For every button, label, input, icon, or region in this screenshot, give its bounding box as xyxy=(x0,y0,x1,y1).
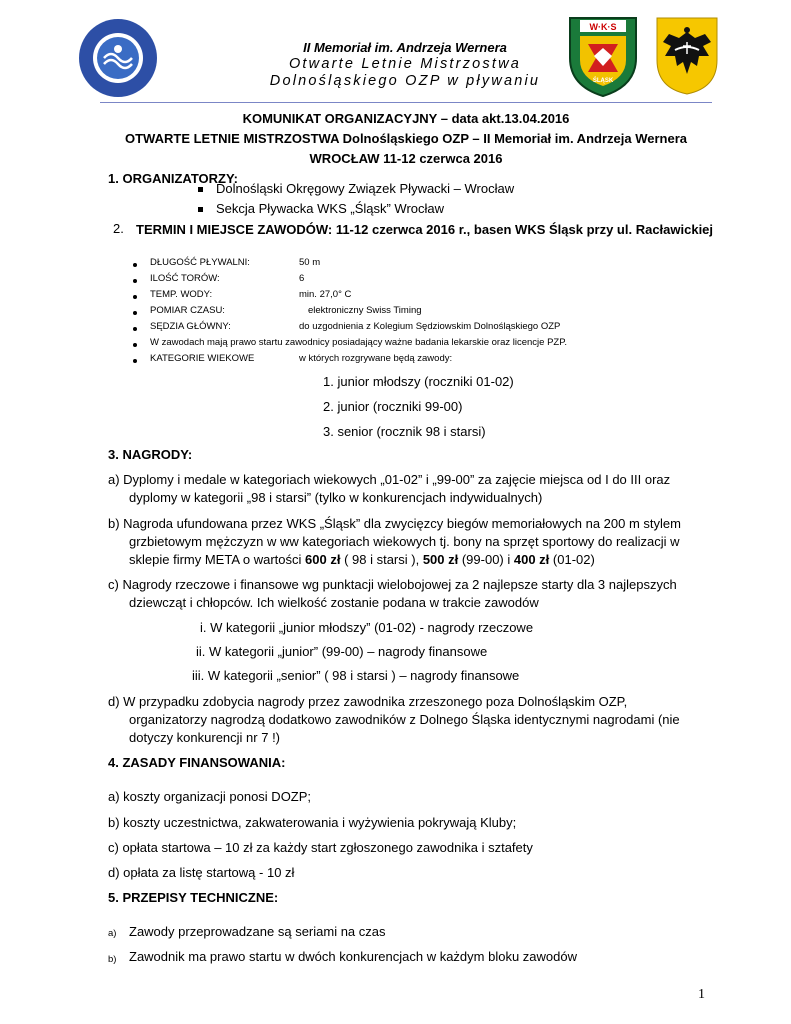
finance-b: b) koszty uczestnictwa, zakwaterowania i wyżywienia pokrywają Kluby; xyxy=(108,815,517,830)
prize-d-line2: organizatorzy nagrodzą dodatkowo zawodników z Dolnego Śląska identycznymi nagrodami (nie xyxy=(129,712,680,727)
prize-c-sub-iii: iii. W kategorii „senior” ( 98 i starsi ) – nagrody finansowe xyxy=(192,668,520,683)
prize-b-line3: sklepie firmy META o wartości 600 zł ( 98 i starsi ), 500 zł (99-00) i 400 zł (01-02) xyxy=(129,552,595,567)
header-line-2: Otwarte Letnie Mistrzostwa xyxy=(288,56,522,72)
info-label: SĘDZIA GŁÓWNY: xyxy=(150,321,231,332)
rule-a: Zawody przeprowadzane są seriami na czas xyxy=(129,924,386,939)
info-label: ILOŚĆ TORÓW: xyxy=(150,273,220,284)
crest-slask-text: ŚLĄSK xyxy=(592,78,614,84)
info-value: min. 27,0° C xyxy=(299,289,352,300)
lower-silesia-coat-of-arms xyxy=(655,16,719,96)
finance-a: a) koszty organizacji ponosi DOZP; xyxy=(108,789,312,804)
rule-b-mark: b) xyxy=(108,954,117,965)
age-category: 1. junior młodszy (roczniki 01-02) xyxy=(323,374,514,389)
prize-c-sub-ii: ii. W kategorii „junior” (99-00) – nagrody finansowe xyxy=(196,644,488,659)
bullet-icon xyxy=(198,187,203,192)
info-note: W zawodach mają prawo startu zawodnicy posiadający ważne badania lekarskie oraz licencje PZP. xyxy=(150,337,567,348)
header-divider xyxy=(100,102,712,103)
info-value: elektroniczny Swiss Timing xyxy=(308,305,422,316)
prize-c-line2: dziewcząt i chłopców. Ich wielkość zostanie podana w trakcie zawodów xyxy=(129,595,539,610)
bullet-icon xyxy=(133,343,137,347)
finance-d: d) opłata za listę startową - 10 zł xyxy=(108,865,295,880)
prize-a-line1: a) Dyplomy i medale w kategoriach wiekowych „01-02” i „99-00” za zajęcie miejsca od I do III oraz xyxy=(108,472,671,487)
bullet-icon xyxy=(133,263,137,267)
organizer-item: Dolnośląski Okręgowy Związek Pływacki – Wrocław xyxy=(216,181,515,196)
finance-c: c) opłata startowa – 10 zł za każdy start zgłoszonego zawodnika i sztafety xyxy=(108,840,533,855)
info-label: KATEGORIE WIEKOWE xyxy=(150,353,255,364)
wks-slask-crest xyxy=(566,14,640,98)
info-label: DŁUGOŚĆ PŁYWALNI: xyxy=(150,257,250,268)
dozp-logo xyxy=(78,18,158,98)
bullet-icon xyxy=(133,359,137,363)
info-value: 50 m xyxy=(299,257,321,268)
bullet-icon xyxy=(198,207,203,212)
info-value: do uzgodnienia z Kolegium Sędziowskim Dolnośląskiego OZP xyxy=(299,321,561,332)
doc-title: KOMUNIKAT ORGANIZACYJNY – data akt.13.04.2016 xyxy=(242,111,570,126)
page-number: 1 xyxy=(698,987,705,1002)
header-line-1: II Memoriał im. Andrzeja Wernera xyxy=(303,40,507,55)
section-4-heading: 4. ZASADY FINANSOWANIA: xyxy=(108,755,286,770)
prize-a-line2: dyplomy w kategorii „98 i starsi” (tylko w konkurencjach indywidualnych) xyxy=(129,490,543,505)
section-3-heading: 3. NAGRODY: xyxy=(108,447,193,462)
info-label: TEMP. WODY: xyxy=(150,289,213,300)
rule-b: Zawodnik ma prawo startu w dwóch konkurencjach w każdym bloku zawodów xyxy=(129,949,577,964)
prize-value: 400 zł xyxy=(513,552,550,567)
prize-b-line2: grzbietowym mężczyzn w ww kategoriach wiekowych tj. bony na sprzęt sportowy do realizacji w xyxy=(129,534,680,549)
organizer-item: Sekcja Pływacka WKS „Śląsk” Wrocław xyxy=(216,201,445,216)
prize-d-line3: dotyczy konkurencji nr 7 !) xyxy=(129,730,281,745)
section-2-number: 2. xyxy=(113,221,124,236)
bullet-icon xyxy=(133,327,137,331)
info-label: POMIAR CZASU: xyxy=(150,305,225,316)
section-5-heading: 5. PRZEPISY TECHNICZNE: xyxy=(108,890,279,905)
bullet-icon xyxy=(133,279,137,283)
info-value: w których rozgrywane będą zawody: xyxy=(299,353,453,364)
age-category: 2. junior (roczniki 99-00) xyxy=(323,399,463,414)
prize-d-line1: d) W przypadku zdobycia nagrody przez zawodnika zrzeszonego poza Dolnośląskim OZP, xyxy=(108,694,628,709)
age-category: 3. senior (rocznik 98 i starsi) xyxy=(323,424,486,439)
prize-value: 500 zł xyxy=(422,552,459,567)
prize-value: 600 zł xyxy=(305,552,341,567)
bullet-icon xyxy=(133,295,137,299)
section-1-heading: 1. ORGANIZATORZY: xyxy=(108,171,238,186)
doc-location-date: WROCŁAW 11-12 czerwca 2016 xyxy=(309,151,503,166)
prize-c-sub-i: i. W kategorii „junior młodszy” (01-02) - nagrody rzeczowe xyxy=(200,620,534,635)
crest-wks-text: W·K·S xyxy=(589,22,617,32)
header-line-3: Dolnośląskiego OZP w pływaniu xyxy=(269,73,541,89)
info-value: 6 xyxy=(299,273,305,284)
section-2-heading: TERMIN I MIEJSCE ZAWODÓW: 11-12 czerwca 2016 r., basen WKS Śląsk przy ul. Racławickiej xyxy=(136,222,714,237)
bullet-icon xyxy=(133,311,137,315)
doc-subtitle: OTWARTE LETNIE MISTRZOSTWA Dolnośląskiego OZP – II Memoriał im. Andrzeja Wernera xyxy=(125,131,687,146)
prize-b-line1: b) Nagroda ufundowana przez WKS „Śląsk” dla zwycięzcy biegów memoriałowych na 200 m stylem xyxy=(108,516,681,531)
prize-c-line1: c) Nagrody rzeczowe i finansowe wg punktacji wielobojowej za 2 najlepsze starty dla 3 najlepszych xyxy=(108,577,677,592)
rule-a-mark: a) xyxy=(108,928,117,939)
